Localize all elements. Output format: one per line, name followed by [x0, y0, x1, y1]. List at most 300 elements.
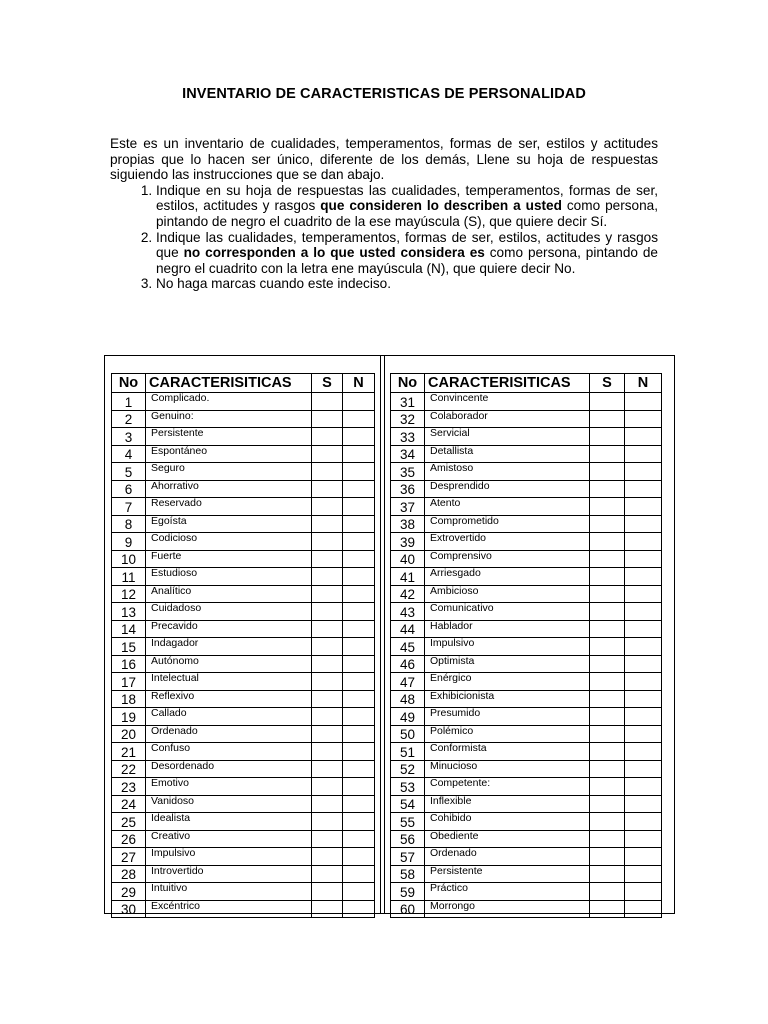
characteristic-name: Fuerte — [146, 550, 312, 568]
row-number: 5 — [112, 463, 146, 481]
characteristic-name: Impulsivo — [146, 848, 312, 866]
answer-box-n[interactable] — [343, 830, 375, 848]
answer-box-s[interactable] — [312, 778, 343, 796]
header-no: No — [112, 374, 146, 393]
answer-box-s[interactable] — [312, 603, 343, 621]
answer-box-s[interactable] — [590, 883, 625, 901]
answer-box-s[interactable] — [590, 445, 625, 463]
row-number: 47 — [391, 673, 425, 691]
row-number: 3 — [112, 428, 146, 446]
characteristic-name: Ordenado — [146, 725, 312, 743]
row-number: 34 — [391, 445, 425, 463]
table-row — [391, 638, 662, 656]
answer-box-s[interactable] — [312, 445, 343, 463]
characteristic-name: Conformista — [425, 743, 590, 761]
answer-box-n[interactable] — [343, 463, 375, 481]
row-number: 28 — [112, 865, 146, 883]
row-number: 31 — [391, 393, 425, 411]
answer-box-n[interactable] — [625, 410, 662, 428]
answer-box-s[interactable] — [312, 393, 343, 411]
table-row — [112, 393, 375, 411]
answer-box-s[interactable] — [312, 830, 343, 848]
answer-box-n[interactable] — [343, 638, 375, 656]
row-number: 40 — [391, 550, 425, 568]
table-row — [391, 585, 662, 603]
table-row — [112, 865, 375, 883]
instructions-list — [110, 183, 658, 292]
table-row — [112, 463, 375, 481]
row-number: 15 — [112, 638, 146, 656]
characteristic-name: Indagador — [146, 638, 312, 656]
table-row — [112, 760, 375, 778]
answer-box-s[interactable] — [312, 410, 343, 428]
table-row — [112, 673, 375, 691]
table-row — [391, 725, 662, 743]
answer-box-n[interactable] — [343, 673, 375, 691]
table-row — [391, 778, 662, 796]
instruction-emphasis: que consideren lo describen a usted — [320, 198, 562, 214]
row-number: 42 — [391, 585, 425, 603]
table-row — [391, 655, 662, 673]
table-row — [391, 428, 662, 446]
characteristic-name: Servicial — [425, 428, 590, 446]
answer-box-n[interactable] — [625, 393, 662, 411]
answer-box-n[interactable] — [625, 725, 662, 743]
answer-box-s[interactable] — [590, 673, 625, 691]
row-number: 24 — [112, 795, 146, 813]
characteristic-name: Competente: — [425, 778, 590, 796]
answer-box-s[interactable] — [590, 480, 625, 498]
row-number: 14 — [112, 620, 146, 638]
answer-box-s[interactable] — [590, 795, 625, 813]
answer-box-s[interactable] — [590, 813, 625, 831]
answer-box-s[interactable] — [312, 620, 343, 638]
table-row — [391, 690, 662, 708]
answer-box-n[interactable] — [343, 795, 375, 813]
answer-box-s[interactable] — [312, 673, 343, 691]
header-n: N — [343, 374, 375, 393]
characteristic-name: Inflexible — [425, 795, 590, 813]
intro-paragraph: Este es un inventario de cualidades, temperamentos, formas de ser, estilos y actitudes propias que lo hacen ser único, diferente de los demás, Llene su hoja de respuestas siguiendo las instrucciones que se dan abajo. — [110, 136, 658, 183]
characteristic-name: Enérgico — [425, 673, 590, 691]
answer-box-n[interactable] — [625, 480, 662, 498]
row-number: 33 — [391, 428, 425, 446]
answer-box-s[interactable] — [590, 620, 625, 638]
characteristic-name: Analítico — [146, 585, 312, 603]
row-number: 57 — [391, 848, 425, 866]
answer-box-n[interactable] — [343, 445, 375, 463]
header-characteristics: CARACTERISITICAS — [425, 374, 590, 393]
characteristic-name: Callado — [146, 708, 312, 726]
answer-box-n[interactable] — [625, 900, 662, 918]
answer-box-s[interactable] — [312, 725, 343, 743]
answer-box-s[interactable] — [590, 760, 625, 778]
answer-box-s[interactable] — [312, 498, 343, 516]
answer-box-s[interactable] — [312, 463, 343, 481]
characteristic-name: Complicado. — [146, 393, 312, 411]
characteristic-name: Reflexivo — [146, 690, 312, 708]
row-number: 29 — [112, 883, 146, 901]
answer-box-n[interactable] — [625, 883, 662, 901]
characteristic-name: Extrovertido — [425, 533, 590, 551]
answer-box-n[interactable] — [625, 813, 662, 831]
characteristic-name: Intuitivo — [146, 883, 312, 901]
row-number: 7 — [112, 498, 146, 516]
answer-box-n[interactable] — [343, 393, 375, 411]
characteristic-name: Práctico — [425, 883, 590, 901]
row-number: 27 — [112, 848, 146, 866]
row-number: 44 — [391, 620, 425, 638]
characteristic-name: Comunicativo — [425, 603, 590, 621]
characteristic-name: Comprensivo — [425, 550, 590, 568]
row-number: 1 — [112, 393, 146, 411]
table-row — [112, 638, 375, 656]
characteristic-name: Presumido — [425, 708, 590, 726]
instruction-item-1 — [156, 183, 658, 230]
answer-box-n[interactable] — [343, 778, 375, 796]
answer-box-n[interactable] — [625, 848, 662, 866]
header-characteristics: CARACTERISITICAS — [146, 374, 312, 393]
row-number: 12 — [112, 585, 146, 603]
table-row — [112, 795, 375, 813]
characteristic-name: Intelectual — [146, 673, 312, 691]
characteristics-table-right — [390, 373, 662, 918]
answer-box-n[interactable] — [625, 550, 662, 568]
row-number: 54 — [391, 795, 425, 813]
characteristic-name: Desordenado — [146, 760, 312, 778]
answer-box-s[interactable] — [590, 393, 625, 411]
answer-box-n[interactable] — [625, 708, 662, 726]
characteristic-name: Precavido — [146, 620, 312, 638]
row-number: 23 — [112, 778, 146, 796]
answer-box-n[interactable] — [343, 883, 375, 901]
answer-box-n[interactable] — [625, 778, 662, 796]
table-row — [112, 830, 375, 848]
table-row — [391, 533, 662, 551]
answer-box-n[interactable] — [343, 690, 375, 708]
table-row — [391, 760, 662, 778]
table-row — [391, 900, 662, 918]
instruction-text: No haga marcas cuando este indeciso. — [156, 276, 392, 292]
table-body-left — [112, 393, 375, 918]
answer-box-s[interactable] — [590, 515, 625, 533]
answer-box-s[interactable] — [590, 533, 625, 551]
table-row — [391, 463, 662, 481]
characteristic-name: Confuso — [146, 743, 312, 761]
answer-box-s[interactable] — [590, 690, 625, 708]
characteristic-name: Autónomo — [146, 655, 312, 673]
characteristic-name: Excéntrico — [146, 900, 312, 918]
answer-box-s[interactable] — [590, 848, 625, 866]
characteristic-name: Amistoso — [425, 463, 590, 481]
answer-box-s[interactable] — [312, 813, 343, 831]
answer-box-n[interactable] — [343, 603, 375, 621]
answer-box-n[interactable] — [625, 515, 662, 533]
answer-box-n[interactable] — [625, 673, 662, 691]
answer-box-n[interactable] — [343, 848, 375, 866]
answer-box-n[interactable] — [625, 498, 662, 516]
answer-box-s[interactable] — [590, 743, 625, 761]
answer-box-s[interactable] — [590, 585, 625, 603]
answer-box-n[interactable] — [343, 515, 375, 533]
answer-box-n[interactable] — [625, 620, 662, 638]
characteristic-name: Persistente — [146, 428, 312, 446]
table-body-right — [391, 393, 662, 918]
characteristic-name: Comprometido — [425, 515, 590, 533]
characteristic-name: Arriesgado — [425, 568, 590, 586]
row-number: 36 — [391, 480, 425, 498]
table-row — [112, 550, 375, 568]
characteristic-name: Ordenado — [425, 848, 590, 866]
table-row — [391, 603, 662, 621]
answer-box-n[interactable] — [343, 620, 375, 638]
table-row — [112, 515, 375, 533]
table-row — [391, 568, 662, 586]
answer-box-s[interactable] — [312, 883, 343, 901]
table-row — [391, 743, 662, 761]
characteristic-name: Reservado — [146, 498, 312, 516]
answer-box-s[interactable] — [312, 900, 343, 918]
table-row — [112, 568, 375, 586]
row-number: 55 — [391, 813, 425, 831]
table-row — [112, 725, 375, 743]
answer-box-n[interactable] — [343, 900, 375, 918]
answer-box-s[interactable] — [590, 410, 625, 428]
table-row — [112, 480, 375, 498]
row-number: 60 — [391, 900, 425, 918]
answer-box-s[interactable] — [590, 550, 625, 568]
table-row — [391, 708, 662, 726]
row-number: 45 — [391, 638, 425, 656]
answer-box-s[interactable] — [312, 550, 343, 568]
row-number: 50 — [391, 725, 425, 743]
answer-box-s[interactable] — [590, 603, 625, 621]
instruction-item-2 — [156, 230, 658, 277]
row-number: 11 — [112, 568, 146, 586]
answer-box-n[interactable] — [625, 690, 662, 708]
table-row — [112, 813, 375, 831]
row-number: 52 — [391, 760, 425, 778]
answer-box-s[interactable] — [590, 830, 625, 848]
table-row — [112, 848, 375, 866]
row-number: 32 — [391, 410, 425, 428]
instruction-text: como persona, pintando de negro el cuadrito con la letra ene mayúscula (N), que quiere decir No. — [156, 245, 658, 276]
row-number: 48 — [391, 690, 425, 708]
answer-box-n[interactable] — [343, 585, 375, 603]
row-number: 20 — [112, 725, 146, 743]
table-row — [112, 690, 375, 708]
answer-box-n[interactable] — [343, 550, 375, 568]
answer-box-n[interactable] — [343, 760, 375, 778]
answer-box-s[interactable] — [312, 760, 343, 778]
row-number: 8 — [112, 515, 146, 533]
table-row — [391, 480, 662, 498]
answer-box-n[interactable] — [625, 603, 662, 621]
answer-box-s[interactable] — [312, 690, 343, 708]
table-divider — [380, 355, 385, 914]
answer-box-n[interactable] — [343, 410, 375, 428]
table-row — [112, 533, 375, 551]
table-row — [112, 743, 375, 761]
answer-box-s[interactable] — [312, 795, 343, 813]
instruction-emphasis: no corresponden a lo que usted considera es — [183, 245, 485, 261]
row-number: 46 — [391, 655, 425, 673]
table-row — [391, 393, 662, 411]
row-number: 38 — [391, 515, 425, 533]
table-row — [391, 813, 662, 831]
characteristic-name: Atento — [425, 498, 590, 516]
characteristic-name: Cohibido — [425, 813, 590, 831]
row-number: 53 — [391, 778, 425, 796]
header-no: No — [391, 374, 425, 393]
answer-box-n[interactable] — [343, 708, 375, 726]
characteristic-name: Exhibicionista — [425, 690, 590, 708]
answer-box-s[interactable] — [312, 533, 343, 551]
answer-box-s[interactable] — [312, 480, 343, 498]
table-row — [391, 620, 662, 638]
table-row — [391, 673, 662, 691]
characteristic-name: Colaborador — [425, 410, 590, 428]
characteristic-name: Ahorrativo — [146, 480, 312, 498]
characteristic-name: Obediente — [425, 830, 590, 848]
table-row — [391, 550, 662, 568]
answer-box-n[interactable] — [625, 743, 662, 761]
characteristic-name: Optimista — [425, 655, 590, 673]
answer-box-s[interactable] — [590, 638, 625, 656]
answer-box-s[interactable] — [312, 655, 343, 673]
row-number: 25 — [112, 813, 146, 831]
table-row — [112, 603, 375, 621]
answer-box-s[interactable] — [312, 708, 343, 726]
characteristic-name: Vanidoso — [146, 795, 312, 813]
table-row — [112, 900, 375, 918]
answer-box-s[interactable] — [590, 498, 625, 516]
row-number: 43 — [391, 603, 425, 621]
answer-box-n[interactable] — [625, 445, 662, 463]
answer-box-n[interactable] — [625, 533, 662, 551]
row-number: 26 — [112, 830, 146, 848]
table-row — [391, 848, 662, 866]
answer-box-s[interactable] — [590, 865, 625, 883]
row-number: 9 — [112, 533, 146, 551]
characteristic-name: Codicioso — [146, 533, 312, 551]
table-row — [112, 778, 375, 796]
table-row — [112, 883, 375, 901]
table-row — [112, 428, 375, 446]
answer-box-n[interactable] — [625, 463, 662, 481]
characteristic-name: Morrongo — [425, 900, 590, 918]
answer-box-n[interactable] — [625, 638, 662, 656]
answer-box-n[interactable] — [625, 568, 662, 586]
answer-box-n[interactable] — [343, 428, 375, 446]
table-row — [112, 708, 375, 726]
characteristic-name: Genuino: — [146, 410, 312, 428]
answer-box-n[interactable] — [625, 655, 662, 673]
characteristic-name: Detallista — [425, 445, 590, 463]
header-n: N — [625, 374, 662, 393]
answer-box-s[interactable] — [590, 463, 625, 481]
row-number: 16 — [112, 655, 146, 673]
table-row — [391, 865, 662, 883]
answer-box-n[interactable] — [343, 813, 375, 831]
answer-box-n[interactable] — [343, 498, 375, 516]
answer-box-s[interactable] — [312, 585, 343, 603]
answer-box-s[interactable] — [590, 655, 625, 673]
row-number: 10 — [112, 550, 146, 568]
table-header-row — [391, 374, 662, 393]
instruction-text: Indique en su hoja de respuestas las cualidades, temperamentos, formas de ser, estilos, actitudes y rasgos — [156, 182, 658, 214]
characteristic-name: Impulsivo — [425, 638, 590, 656]
row-number: 18 — [112, 690, 146, 708]
answer-box-s[interactable] — [312, 638, 343, 656]
characteristic-name: Desprendido — [425, 480, 590, 498]
answer-box-s[interactable] — [590, 428, 625, 446]
answer-box-n[interactable] — [625, 428, 662, 446]
answer-box-n[interactable] — [625, 865, 662, 883]
answer-box-s[interactable] — [312, 568, 343, 586]
answer-box-n[interactable] — [343, 533, 375, 551]
characteristic-name: Espontáneo — [146, 445, 312, 463]
table-row — [112, 585, 375, 603]
answer-box-s[interactable] — [312, 743, 343, 761]
table-row — [391, 410, 662, 428]
answer-box-n[interactable] — [625, 760, 662, 778]
answer-box-s[interactable] — [590, 778, 625, 796]
row-number: 39 — [391, 533, 425, 551]
answer-box-n[interactable] — [625, 585, 662, 603]
answer-box-n[interactable] — [343, 725, 375, 743]
answer-box-n[interactable] — [343, 480, 375, 498]
header-s: S — [312, 374, 343, 393]
characteristic-name: Polémico — [425, 725, 590, 743]
characteristic-name: Introvertido — [146, 865, 312, 883]
row-number: 13 — [112, 603, 146, 621]
answer-box-n[interactable] — [343, 743, 375, 761]
answer-box-s[interactable] — [590, 725, 625, 743]
answer-box-s[interactable] — [312, 515, 343, 533]
answer-box-n[interactable] — [343, 568, 375, 586]
instruction-text: Indique las cualidades, temperamentos, formas de ser, estilos, actitudes y rasgos que — [156, 229, 658, 261]
characteristic-name: Creativo — [146, 830, 312, 848]
row-number: 41 — [391, 568, 425, 586]
row-number: 51 — [391, 743, 425, 761]
characteristic-name: Seguro — [146, 463, 312, 481]
page-title: INVENTARIO DE CARACTERISTICAS DE PERSONALIDAD — [182, 86, 586, 102]
answer-box-n[interactable] — [625, 795, 662, 813]
characteristic-name: Cuidadoso — [146, 603, 312, 621]
answer-box-s[interactable] — [590, 708, 625, 726]
intro-section — [110, 136, 658, 292]
table-row — [391, 883, 662, 901]
table-row — [391, 515, 662, 533]
answer-box-s[interactable] — [590, 568, 625, 586]
table-row — [391, 830, 662, 848]
answer-box-s[interactable] — [312, 428, 343, 446]
row-number: 49 — [391, 708, 425, 726]
answer-box-s[interactable] — [590, 900, 625, 918]
characteristic-name: Persistente — [425, 865, 590, 883]
row-number: 6 — [112, 480, 146, 498]
header-s: S — [590, 374, 625, 393]
table-row — [112, 498, 375, 516]
row-number: 17 — [112, 673, 146, 691]
answer-box-n[interactable] — [343, 865, 375, 883]
answer-box-n[interactable] — [625, 830, 662, 848]
answer-box-s[interactable] — [312, 865, 343, 883]
answer-box-n[interactable] — [343, 655, 375, 673]
row-number: 56 — [391, 830, 425, 848]
answer-box-s[interactable] — [312, 848, 343, 866]
